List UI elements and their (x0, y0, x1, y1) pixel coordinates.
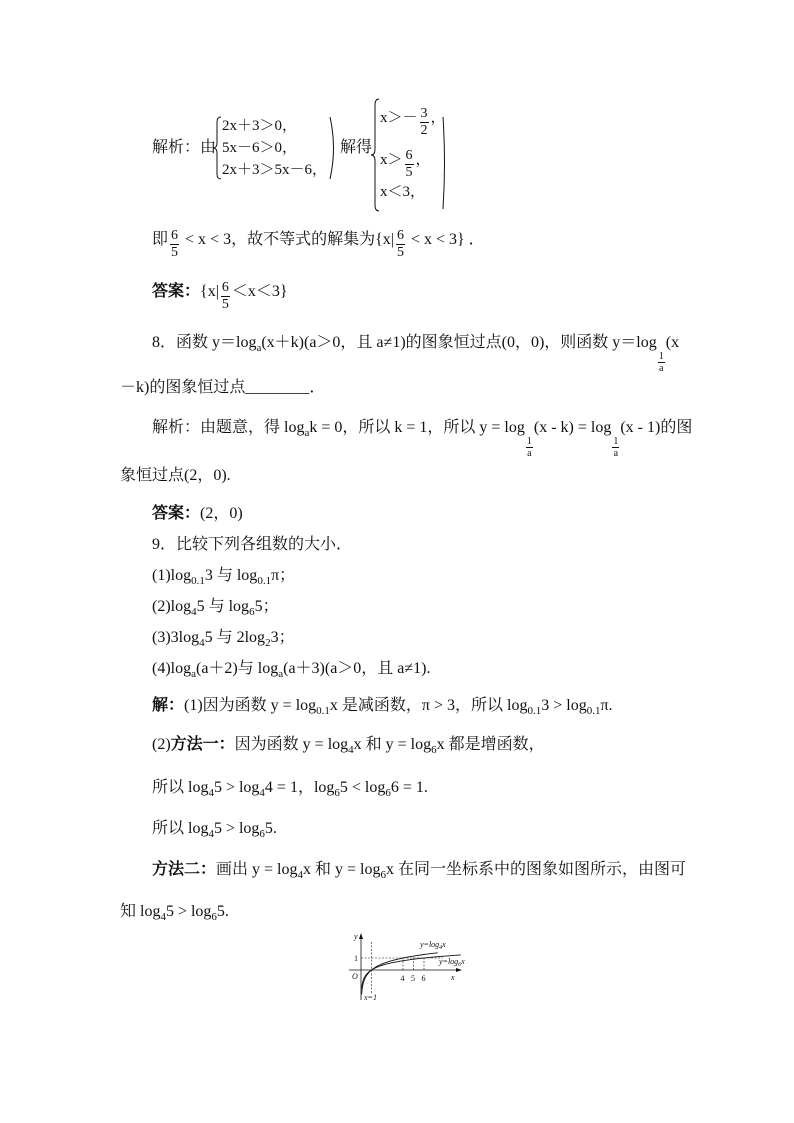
text-run: (a＋3)(a＞0，且 a≠1). (283, 660, 431, 677)
text-run: k = 0，所以 k = 1，所以 y = log (309, 419, 525, 436)
text-run: x 都是增函数， (436, 736, 545, 753)
fraction (221, 280, 230, 313)
right-paren-icon (328, 116, 338, 180)
fraction-denominator: 5 (171, 244, 179, 260)
subscript: 6 (211, 911, 217, 923)
text-run: 5； (254, 598, 279, 615)
text-run: (x (665, 334, 680, 351)
text-run: x 和 y = log (303, 861, 381, 878)
subscript: a (256, 342, 262, 354)
text-run: (a＋2)与 log (196, 660, 279, 677)
log-base-fraction (658, 351, 665, 374)
y-axis-label: y (354, 932, 358, 941)
text-run: 5 > log (213, 820, 260, 837)
method-label: 方法二： (152, 861, 217, 878)
tick-label-x: 4 (400, 974, 405, 983)
text-run: 所以 log (152, 779, 209, 796)
fraction-denominator: a (527, 448, 532, 459)
system-b-row-3 (380, 182, 425, 202)
fraction (170, 228, 179, 261)
system-a-row-2 (222, 138, 297, 158)
question-9-item-4 (152, 659, 431, 679)
text-run: 3； (270, 629, 295, 646)
subscript: 0.1 (316, 705, 330, 717)
subscript: a (191, 668, 196, 680)
curve-label-log6 (438, 957, 465, 968)
fraction-denominator: 5 (405, 164, 413, 180)
text-run: 5. (264, 820, 277, 837)
text-run: 由 (200, 139, 217, 156)
text-run: (2) (152, 736, 171, 753)
fraction-numerator: 6 (221, 279, 229, 295)
text-run: 3 > log (541, 697, 587, 714)
curve-label-subscript: 6 (458, 962, 462, 968)
subscript: 4 (348, 744, 354, 756)
fraction (420, 106, 429, 139)
text-run: (2)log (152, 598, 192, 615)
text-run: < x < 3} ． (406, 231, 485, 248)
subscript: 6 (431, 744, 437, 756)
fraction-numerator: 1 (613, 436, 619, 447)
curve-label-log4 (419, 940, 446, 951)
text-run: ， (415, 152, 431, 168)
answer-8 (152, 504, 243, 524)
answer-label: 答案： (152, 283, 201, 300)
text-run: 5 > log (213, 779, 260, 796)
text-run: ， (430, 110, 446, 126)
curve-label-text: x (442, 940, 446, 949)
text-run: 5 与 2log (204, 629, 266, 646)
fraction-denominator: 2 (420, 122, 428, 138)
system-a-row-3 (222, 160, 327, 180)
subscript: 4 (259, 787, 265, 799)
fraction (396, 228, 405, 261)
system-a-row-1 (222, 116, 297, 136)
subscript: 4 (208, 828, 214, 840)
solution-8-line-2 (120, 466, 231, 486)
text-run: π； (271, 567, 296, 584)
text-run: ＜x＜3} (231, 283, 288, 300)
text-run: < x < 3，故不等式的解集为{x| (181, 231, 394, 248)
log-graph-figure (343, 930, 478, 1002)
text-run: π. (600, 697, 613, 714)
subscript: 0.1 (191, 575, 205, 587)
tick-label-y-1: 1 (354, 954, 358, 963)
left-brace-icon (370, 98, 380, 212)
solution-7-conclusion (152, 220, 485, 260)
text-run: x 在同一坐标系中的图象如图所示，由图可 (385, 861, 686, 878)
curve-label-text: y=log (439, 957, 459, 966)
text-run: (1)因为函数 y = log (184, 697, 317, 714)
subscript: 4 (297, 869, 303, 881)
fraction-numerator: 3 (420, 105, 428, 121)
curve-label-text: x (461, 957, 465, 966)
fraction-numerator: 1 (658, 351, 664, 362)
solution-label: 解析： (152, 419, 201, 436)
text-run: 9．比较下列各组数的大小． (152, 536, 353, 553)
curve-label-text: y=log (420, 940, 440, 949)
subscript: 6 (249, 606, 255, 618)
text-run: 8．函数 y＝log (152, 334, 257, 351)
text-run: {x| (200, 283, 219, 300)
solution-9-method-2-conclusion (120, 902, 229, 922)
origin-label: O (352, 972, 358, 981)
solution-label: 解析： (152, 139, 201, 156)
subscript: 6 (380, 869, 386, 881)
solve-word (340, 138, 372, 158)
solution-9-method-1 (152, 735, 545, 755)
text-run: －k)的图象恒过点________． (120, 379, 326, 396)
subscript: 0.1 (586, 705, 601, 717)
text-run: 5. (216, 903, 229, 920)
text-run: (x - k) = log (533, 419, 612, 436)
text-run: 3 与 log (204, 567, 258, 584)
fraction-denominator: 5 (221, 296, 229, 312)
inequality: 2x＋3＞5x－6， (222, 162, 328, 178)
question-9-item-1 (152, 566, 295, 586)
subscript: 4 (191, 606, 197, 618)
text-run: 即 (152, 231, 169, 248)
text-run: x 是减函数，π > 3，所以 log (329, 697, 528, 714)
text-run: x＞ (380, 152, 403, 168)
solution-9-part-1 (152, 696, 613, 716)
subscript: 6 (385, 787, 391, 799)
text-run: 象恒过点(2，0). (120, 467, 231, 484)
answer-value: (2，0) (200, 505, 243, 522)
text-run: (1)log (152, 567, 192, 584)
text-run: x＜3， (380, 184, 426, 200)
text-run: 画出 y = log (216, 861, 298, 878)
x-axis-label: x (451, 973, 455, 982)
system-b-row-1 (380, 98, 446, 138)
fraction-denominator: a (613, 448, 619, 459)
fraction-numerator: 6 (405, 147, 413, 163)
text-run: (x＋k)(a＞0，且 a≠1)的图象恒过点(0，0)，则函数 y＝log (261, 334, 657, 351)
text-run: (3)3log (152, 629, 200, 646)
question-9-item-3 (152, 628, 295, 648)
system-b-row-2 (380, 140, 431, 180)
text-run: 所以 log (152, 820, 209, 837)
subscript: a (304, 427, 310, 439)
text-run: 解得 (340, 139, 373, 156)
fraction-denominator: 5 (396, 244, 404, 260)
inequality: 2x＋3＞0， (222, 118, 298, 134)
subscript: 6 (259, 828, 265, 840)
subscript: 0.1 (257, 575, 272, 587)
question-9-title (152, 535, 352, 555)
text-run: 由题意，得 log (200, 419, 305, 436)
subscript: 2 (265, 637, 271, 649)
fraction-numerator: 6 (171, 227, 179, 243)
left-brace-icon (212, 116, 222, 180)
text-run: (x - 1)的图 (620, 419, 693, 436)
text-run: 5 < log (339, 779, 386, 796)
solution-9-method-2 (152, 860, 686, 880)
tick-label-x: 6 (421, 974, 426, 983)
solution-8-line-1 (152, 418, 693, 459)
subscript: 0.1 (527, 705, 542, 717)
fraction-numerator: 1 (526, 436, 532, 447)
fraction-numerator: 6 (396, 227, 404, 243)
text-run: x 和 y = log (353, 736, 432, 753)
text-run: 6 = 1. (390, 779, 428, 796)
tick-label-x: 5 (411, 974, 415, 983)
fraction (405, 148, 414, 181)
text-run: x＞－ (380, 110, 418, 126)
text-run: 4 = 1，log (264, 779, 335, 796)
subscript: a (278, 668, 284, 680)
x-axis-arrow-icon (456, 968, 462, 972)
text-run: (4)log (152, 660, 192, 677)
text-run: 知 log (120, 903, 161, 920)
solution-label: 解： (152, 697, 185, 714)
curve-label-subscript: 4 (439, 945, 443, 951)
question-8-line-2 (120, 378, 325, 398)
log-base-fraction (526, 436, 533, 459)
inequality: 5x－6＞0， (222, 140, 298, 156)
right-bar-icon (440, 116, 448, 210)
answer-label: 答案： (152, 505, 201, 522)
solution-9-method-1-step-2 (152, 778, 428, 798)
text-run: 5 与 log (196, 598, 250, 615)
answer-7 (152, 272, 288, 312)
question-9-item-2 (152, 597, 279, 617)
fraction-denominator: a (659, 363, 664, 374)
solution-7-lead (152, 138, 216, 158)
subscript: 4 (199, 637, 205, 649)
subscript: 6 (334, 787, 340, 799)
method-label: 方法一： (170, 736, 235, 753)
subscript: 4 (208, 787, 214, 799)
solution-9-method-1-step-3 (152, 819, 277, 839)
question-8-line-1 (152, 333, 680, 374)
y-axis-arrow-icon (359, 933, 363, 939)
subscript: 4 (160, 911, 166, 923)
asymptote-label: x=1 (364, 993, 377, 1002)
log-base-fraction (612, 436, 619, 459)
text-run: 因为函数 y = log (234, 736, 349, 753)
text-run: 5 > log (165, 903, 212, 920)
